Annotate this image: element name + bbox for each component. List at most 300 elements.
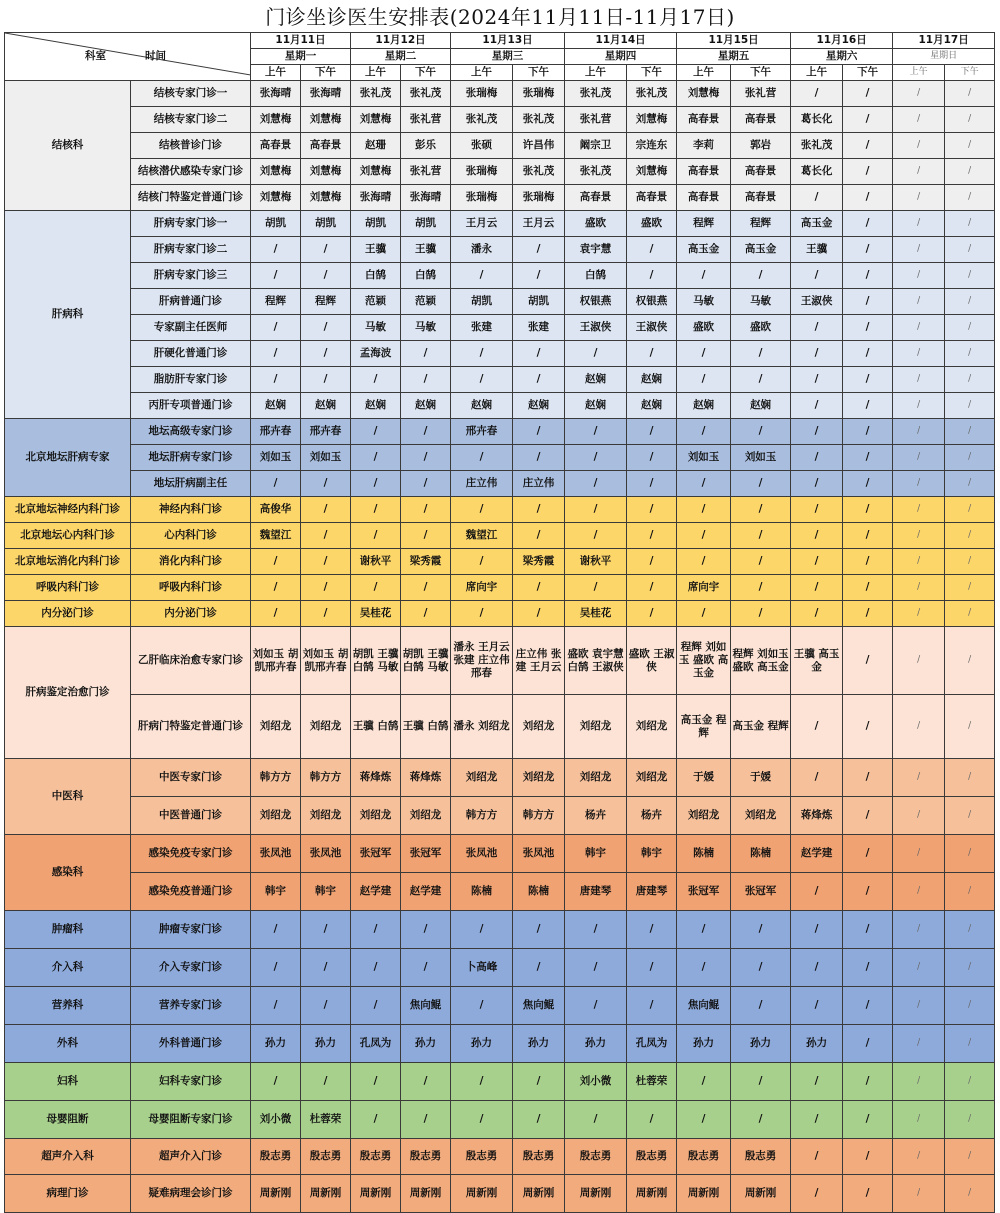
doctor-cell: 邢卉春 (451, 419, 513, 445)
doctor-cell: 马敏 (351, 315, 401, 341)
doctor-cell: / (351, 949, 401, 987)
doctor-cell: 许昌伟 (513, 133, 565, 159)
schedule-row (5, 341, 995, 367)
doctor-cell: 刘如玉 (731, 445, 791, 471)
doctor-cell: / (401, 419, 451, 445)
doctor-cell: / (251, 471, 301, 497)
doctor-cell: / (843, 419, 893, 445)
doctor-cell: 孙力 (451, 1025, 513, 1063)
doctor-cell: 胡凯 (451, 289, 513, 315)
doctor-cell: / (945, 627, 995, 695)
doctor-cell: 王月云 (451, 211, 513, 237)
doctor-cell: / (451, 341, 513, 367)
doctor-cell: / (945, 185, 995, 211)
doctor-cell: / (731, 549, 791, 575)
dept-label: 科室 (85, 50, 106, 62)
doctor-cell: / (843, 695, 893, 759)
doctor-cell: / (945, 133, 995, 159)
doctor-cell: / (945, 601, 995, 627)
doctor-cell: 吴桂花 (351, 601, 401, 627)
doctor-cell: / (843, 797, 893, 835)
department-name: 北京地坛心内科门诊 (5, 523, 131, 549)
doctor-cell: / (843, 1025, 893, 1063)
am-label: 上午 (565, 65, 627, 81)
doctor-cell: / (893, 133, 945, 159)
doctor-cell: 刘如玉 (677, 445, 731, 471)
doctor-cell: 周新刚 (627, 1175, 677, 1213)
doctor-cell: / (893, 497, 945, 523)
clinic-name: 介入专家门诊 (131, 949, 251, 987)
doctor-cell: / (301, 575, 351, 601)
doctor-cell: 刘慧梅 (627, 159, 677, 185)
doctor-cell: 张瑞梅 (451, 185, 513, 211)
doctor-cell: 王骥 (791, 237, 843, 263)
doctor-cell: / (893, 549, 945, 575)
doctor-cell: / (945, 315, 995, 341)
doctor-cell: / (627, 523, 677, 549)
doctor-cell: / (893, 289, 945, 315)
doctor-cell: 邢卉春 (301, 419, 351, 445)
doctor-cell: / (513, 949, 565, 987)
doctor-cell: 杨卉 (627, 797, 677, 835)
doctor-cell: 周新刚 (565, 1175, 627, 1213)
clinic-name: 母婴阻断专家门诊 (131, 1101, 251, 1139)
clinic-name: 肝病专家门诊三 (131, 263, 251, 289)
doctor-cell: / (945, 367, 995, 393)
doctor-cell: / (351, 419, 401, 445)
doctor-cell: 周新刚 (513, 1175, 565, 1213)
doctor-cell: 马敏 (731, 289, 791, 315)
doctor-cell: / (513, 367, 565, 393)
doctor-cell: 刘如玉 胡凯邢卉春 (251, 627, 301, 695)
doctor-cell: / (945, 289, 995, 315)
doctor-cell: 刘绍龙 (351, 797, 401, 835)
schedule-row (5, 627, 995, 695)
doctor-cell: 韩方方 (513, 797, 565, 835)
doctor-cell: / (791, 759, 843, 797)
doctor-cell: / (627, 1101, 677, 1139)
doctor-cell: / (893, 1025, 945, 1063)
doctor-cell: / (401, 1101, 451, 1139)
doctor-cell: / (893, 1101, 945, 1139)
doctor-cell: / (513, 911, 565, 949)
doctor-cell: 王骥 (351, 237, 401, 263)
department-name: 肿瘤科 (5, 911, 131, 949)
schedule-row (5, 523, 995, 549)
doctor-cell: / (791, 341, 843, 367)
clinic-name: 结核潜伏感染专家门诊 (131, 159, 251, 185)
doctor-cell: / (451, 549, 513, 575)
doctor-cell: 权银燕 (565, 289, 627, 315)
schedule-row (5, 211, 995, 237)
doctor-cell: 魏望江 (451, 523, 513, 549)
doctor-cell: 陈楠 (731, 835, 791, 873)
doctor-cell: / (251, 1063, 301, 1101)
doctor-cell: / (945, 835, 995, 873)
doctor-cell: / (401, 497, 451, 523)
doctor-cell: / (945, 159, 995, 185)
doctor-cell: / (731, 1101, 791, 1139)
doctor-cell: 赵娴 (677, 393, 731, 419)
doctor-cell: / (731, 497, 791, 523)
doctor-cell: 王骥 高玉金 (791, 627, 843, 695)
doctor-cell: 刘如玉 (251, 445, 301, 471)
doctor-cell: 赵珊 (351, 133, 401, 159)
doctor-cell: / (677, 263, 731, 289)
doctor-cell: 赵娴 (731, 393, 791, 419)
schedule-row (5, 81, 995, 107)
doctor-cell: 白鹄 (401, 263, 451, 289)
doctor-cell: / (731, 911, 791, 949)
doctor-cell: 张瑞梅 (451, 159, 513, 185)
pm-label: 下午 (301, 65, 351, 81)
clinic-name: 肝硬化普通门诊 (131, 341, 251, 367)
doctor-cell: 程辉 刘如玉 盛欧 高玉金 (677, 627, 731, 695)
doctor-cell: 王骥 白鹄 (401, 695, 451, 759)
doctor-cell: / (893, 797, 945, 835)
doctor-cell: 殷志勇 (565, 1139, 627, 1175)
doctor-cell: 袁宇慧 (565, 237, 627, 263)
doctor-cell: / (301, 601, 351, 627)
doctor-cell: / (843, 315, 893, 341)
clinic-name: 肝病专家门诊二 (131, 237, 251, 263)
doctor-cell: 阚宗卫 (565, 133, 627, 159)
doctor-cell: 刘绍龙 (627, 695, 677, 759)
doctor-cell: / (893, 627, 945, 695)
doctor-cell: 白鹄 (351, 263, 401, 289)
doctor-cell: / (401, 949, 451, 987)
doctor-cell: / (843, 497, 893, 523)
doctor-cell: / (513, 445, 565, 471)
doctor-cell: 张建 (451, 315, 513, 341)
doctor-cell: 权银燕 (627, 289, 677, 315)
doctor-cell: 刘绍龙 (301, 695, 351, 759)
department-name: 外科 (5, 1025, 131, 1063)
doctor-cell: / (843, 1175, 893, 1213)
department-name: 北京地坛消化内科门诊 (5, 549, 131, 575)
day-weekday: 星期四 (565, 49, 677, 65)
doctor-cell: / (945, 759, 995, 797)
doctor-cell: / (627, 575, 677, 601)
doctor-cell: / (791, 601, 843, 627)
doctor-cell: / (565, 987, 627, 1025)
doctor-cell: / (893, 911, 945, 949)
doctor-cell: / (791, 1139, 843, 1175)
doctor-cell: 胡凯 (401, 211, 451, 237)
doctor-cell: 陈楠 (451, 873, 513, 911)
doctor-cell: / (791, 549, 843, 575)
doctor-cell: / (893, 211, 945, 237)
department-name: 北京地坛神经内科门诊 (5, 497, 131, 523)
doctor-cell: / (301, 315, 351, 341)
doctor-cell: 席向宇 (677, 575, 731, 601)
doctor-cell: 孙力 (513, 1025, 565, 1063)
doctor-cell: 刘慧梅 (301, 159, 351, 185)
clinic-name: 消化内科门诊 (131, 549, 251, 575)
doctor-cell: 邢卉春 (251, 419, 301, 445)
doctor-cell: 殷志勇 (251, 1139, 301, 1175)
doctor-cell: 张礼营 (401, 159, 451, 185)
doctor-cell: 赵娴 (301, 393, 351, 419)
doctor-cell: 盛欧 (627, 211, 677, 237)
doctor-cell: 马敏 (401, 315, 451, 341)
doctor-cell: 张冠军 (351, 835, 401, 873)
schedule-row (5, 911, 995, 949)
schedule-row (5, 549, 995, 575)
doctor-cell: 赵娴 (451, 393, 513, 419)
clinic-name: 脂肪肝专家门诊 (131, 367, 251, 393)
doctor-cell: 刘慧梅 (251, 185, 301, 211)
schedule-row (5, 759, 995, 797)
doctor-cell: / (945, 107, 995, 133)
doctor-cell: / (301, 263, 351, 289)
doctor-cell: / (451, 367, 513, 393)
doctor-cell: / (843, 263, 893, 289)
doctor-cell: 韩方方 (451, 797, 513, 835)
doctor-cell: / (893, 237, 945, 263)
doctor-cell: / (791, 1175, 843, 1213)
clinic-name: 专家副主任医师 (131, 315, 251, 341)
doctor-cell: 赵学建 (401, 873, 451, 911)
doctor-cell: 杜蓉荣 (627, 1063, 677, 1101)
doctor-cell: 刘小微 (565, 1063, 627, 1101)
doctor-cell: 张建 (513, 315, 565, 341)
doctor-cell: 马敏 (677, 289, 731, 315)
doctor-cell: 王骥 白鹄 (351, 695, 401, 759)
doctor-cell: 张礼茂 (627, 81, 677, 107)
doctor-cell: 张冠军 (401, 835, 451, 873)
clinic-name: 中医普通门诊 (131, 797, 251, 835)
day-weekday: 星期二 (351, 49, 451, 65)
doctor-cell: / (301, 549, 351, 575)
doctor-cell: / (731, 949, 791, 987)
doctor-cell: 刘绍龙 (677, 797, 731, 835)
doctor-cell: / (451, 445, 513, 471)
doctor-cell: / (565, 575, 627, 601)
doctor-cell: / (401, 601, 451, 627)
doctor-cell: / (945, 81, 995, 107)
doctor-cell: 赵娴 (401, 393, 451, 419)
doctor-cell: 殷志勇 (513, 1139, 565, 1175)
doctor-cell: 焦向鲲 (677, 987, 731, 1025)
schedule-row (5, 1063, 995, 1101)
doctor-cell: / (791, 81, 843, 107)
day-weekday: 星期三 (451, 49, 565, 65)
doctor-cell: 高玉金 程辉 (677, 695, 731, 759)
doctor-cell: / (251, 949, 301, 987)
doctor-cell: / (945, 471, 995, 497)
doctor-cell: / (945, 1025, 995, 1063)
department-name: 营养科 (5, 987, 131, 1025)
schedule-row (5, 1101, 995, 1139)
doctor-cell: 庄立伟 (451, 471, 513, 497)
doctor-cell: 韩宇 (301, 873, 351, 911)
day-weekday: 星期五 (677, 49, 791, 65)
schedule-row (5, 289, 995, 315)
clinic-name: 肿瘤专家门诊 (131, 911, 251, 949)
doctor-cell: / (627, 445, 677, 471)
doctor-cell: / (513, 263, 565, 289)
department-name: 母婴阻断 (5, 1101, 131, 1139)
doctor-cell: / (945, 419, 995, 445)
doctor-cell: / (513, 601, 565, 627)
doctor-cell: / (843, 107, 893, 133)
doctor-cell: / (843, 987, 893, 1025)
am-label: 上午 (893, 65, 945, 81)
doctor-cell: / (791, 1063, 843, 1101)
doctor-cell: 张凤池 (513, 835, 565, 873)
schedule-row (5, 159, 995, 185)
clinic-name: 地坛高级专家门诊 (131, 419, 251, 445)
doctor-cell: 潘永 (451, 237, 513, 263)
doctor-cell: 张海晴 (251, 81, 301, 107)
doctor-cell: 周新刚 (351, 1175, 401, 1213)
doctor-cell: 韩宇 (251, 873, 301, 911)
doctor-cell: / (791, 949, 843, 987)
schedule-row (5, 471, 995, 497)
doctor-cell: / (251, 987, 301, 1025)
doctor-cell: 葛长化 (791, 159, 843, 185)
doctor-cell: / (565, 445, 627, 471)
doctor-cell: 赵娴 (513, 393, 565, 419)
pm-label: 下午 (401, 65, 451, 81)
doctor-cell: / (513, 497, 565, 523)
doctor-cell: 葛长化 (791, 107, 843, 133)
doctor-cell: / (945, 237, 995, 263)
doctor-cell: 席向宇 (451, 575, 513, 601)
doctor-cell: 韩宇 (627, 835, 677, 873)
schedule-row (5, 185, 995, 211)
schedule-row (5, 1175, 995, 1213)
doctor-cell: / (401, 471, 451, 497)
department-name: 肝病鉴定治愈门诊 (5, 627, 131, 759)
doctor-cell: / (513, 575, 565, 601)
doctor-cell: / (945, 1101, 995, 1139)
doctor-cell: 刘绍龙 (565, 759, 627, 797)
doctor-cell: / (351, 1063, 401, 1101)
doctor-cell: / (843, 185, 893, 211)
doctor-cell: / (731, 419, 791, 445)
doctor-cell: 谢秋平 (351, 549, 401, 575)
doctor-cell: / (945, 1063, 995, 1101)
doctor-cell: 梁秀霞 (401, 549, 451, 575)
doctor-cell: / (843, 133, 893, 159)
doctor-cell: / (843, 159, 893, 185)
doctor-cell: 刘绍龙 (301, 797, 351, 835)
doctor-cell: 庄立伟 张建 王月云 (513, 627, 565, 695)
doctor-cell: / (945, 549, 995, 575)
doctor-cell: 赵学建 (351, 873, 401, 911)
doctor-cell: / (893, 367, 945, 393)
department-name: 呼吸内科门诊 (5, 575, 131, 601)
department-name: 内分泌门诊 (5, 601, 131, 627)
doctor-cell: / (893, 419, 945, 445)
doctor-cell: 孙力 (251, 1025, 301, 1063)
doctor-cell: / (251, 341, 301, 367)
doctor-cell: 高春景 (731, 185, 791, 211)
doctor-cell: / (945, 949, 995, 987)
doctor-cell: / (627, 263, 677, 289)
doctor-cell: 程辉 (301, 289, 351, 315)
doctor-cell: / (843, 471, 893, 497)
doctor-cell: / (731, 987, 791, 1025)
doctor-cell: 于媛 (731, 759, 791, 797)
doctor-cell: / (565, 1101, 627, 1139)
doctor-cell: 赵娴 (351, 393, 401, 419)
doctor-cell: / (627, 237, 677, 263)
doctor-cell: 胡凯 (513, 289, 565, 315)
doctor-cell: 周新刚 (451, 1175, 513, 1213)
doctor-cell: 赵娴 (627, 393, 677, 419)
doctor-cell: 蒋烽炼 (401, 759, 451, 797)
clinic-name: 营养专家门诊 (131, 987, 251, 1025)
doctor-cell: 王淑侠 (565, 315, 627, 341)
clinic-name: 妇科专家门诊 (131, 1063, 251, 1101)
clinic-name: 感染免疫专家门诊 (131, 835, 251, 873)
doctor-cell: / (451, 497, 513, 523)
doctor-cell: 刘慧梅 (301, 185, 351, 211)
page-title: 门诊坐诊医生安排表(2024年11月11日-11月17日) (265, 5, 735, 29)
doctor-cell: 白鹄 (565, 263, 627, 289)
doctor-cell: 陈楠 (677, 835, 731, 873)
doctor-cell: 高春景 (251, 133, 301, 159)
doctor-cell: / (627, 419, 677, 445)
schedule-row (5, 445, 995, 471)
doctor-cell: 高春景 (677, 185, 731, 211)
doctor-cell: 孔凤为 (627, 1025, 677, 1063)
doctor-cell: 周新刚 (401, 1175, 451, 1213)
clinic-name: 丙肝专项普通门诊 (131, 393, 251, 419)
schedule-row (5, 987, 995, 1025)
doctor-cell: 高玉金 (791, 211, 843, 237)
schedule-row (5, 133, 995, 159)
doctor-cell: / (893, 1175, 945, 1213)
schedule-row (5, 601, 995, 627)
doctor-cell: 赵学建 (791, 835, 843, 873)
doctor-cell: / (351, 1101, 401, 1139)
clinic-name: 结核专家门诊一 (131, 81, 251, 107)
doctor-cell: / (565, 341, 627, 367)
doctor-cell: 程辉 刘如玉 盛欧 高玉金 (731, 627, 791, 695)
doctor-cell: / (843, 1101, 893, 1139)
doctor-cell: / (301, 911, 351, 949)
pm-label: 下午 (513, 65, 565, 81)
department-name: 肝病科 (5, 211, 131, 419)
doctor-cell: / (945, 987, 995, 1025)
doctor-cell: / (251, 315, 301, 341)
doctor-cell: / (945, 211, 995, 237)
doctor-cell: / (893, 445, 945, 471)
clinic-name: 呼吸内科门诊 (131, 575, 251, 601)
doctor-cell: / (451, 911, 513, 949)
schedule-row (5, 315, 995, 341)
pm-label: 下午 (945, 65, 995, 81)
doctor-cell: / (301, 471, 351, 497)
doctor-cell: 高玉金 (731, 237, 791, 263)
doctor-cell: / (401, 367, 451, 393)
doctor-cell: 刘绍龙 (565, 695, 627, 759)
doctor-cell: / (791, 523, 843, 549)
doctor-cell: 张礼茂 (351, 81, 401, 107)
doctor-cell: 刘慧梅 (677, 81, 731, 107)
am-label: 上午 (677, 65, 731, 81)
doctor-cell: 杨卉 (565, 797, 627, 835)
doctor-cell: 高玉金 (677, 237, 731, 263)
doctor-cell: / (945, 695, 995, 759)
doctor-cell: / (791, 315, 843, 341)
doctor-cell: 高玉金 程辉 (731, 695, 791, 759)
doctor-cell: / (401, 1063, 451, 1101)
